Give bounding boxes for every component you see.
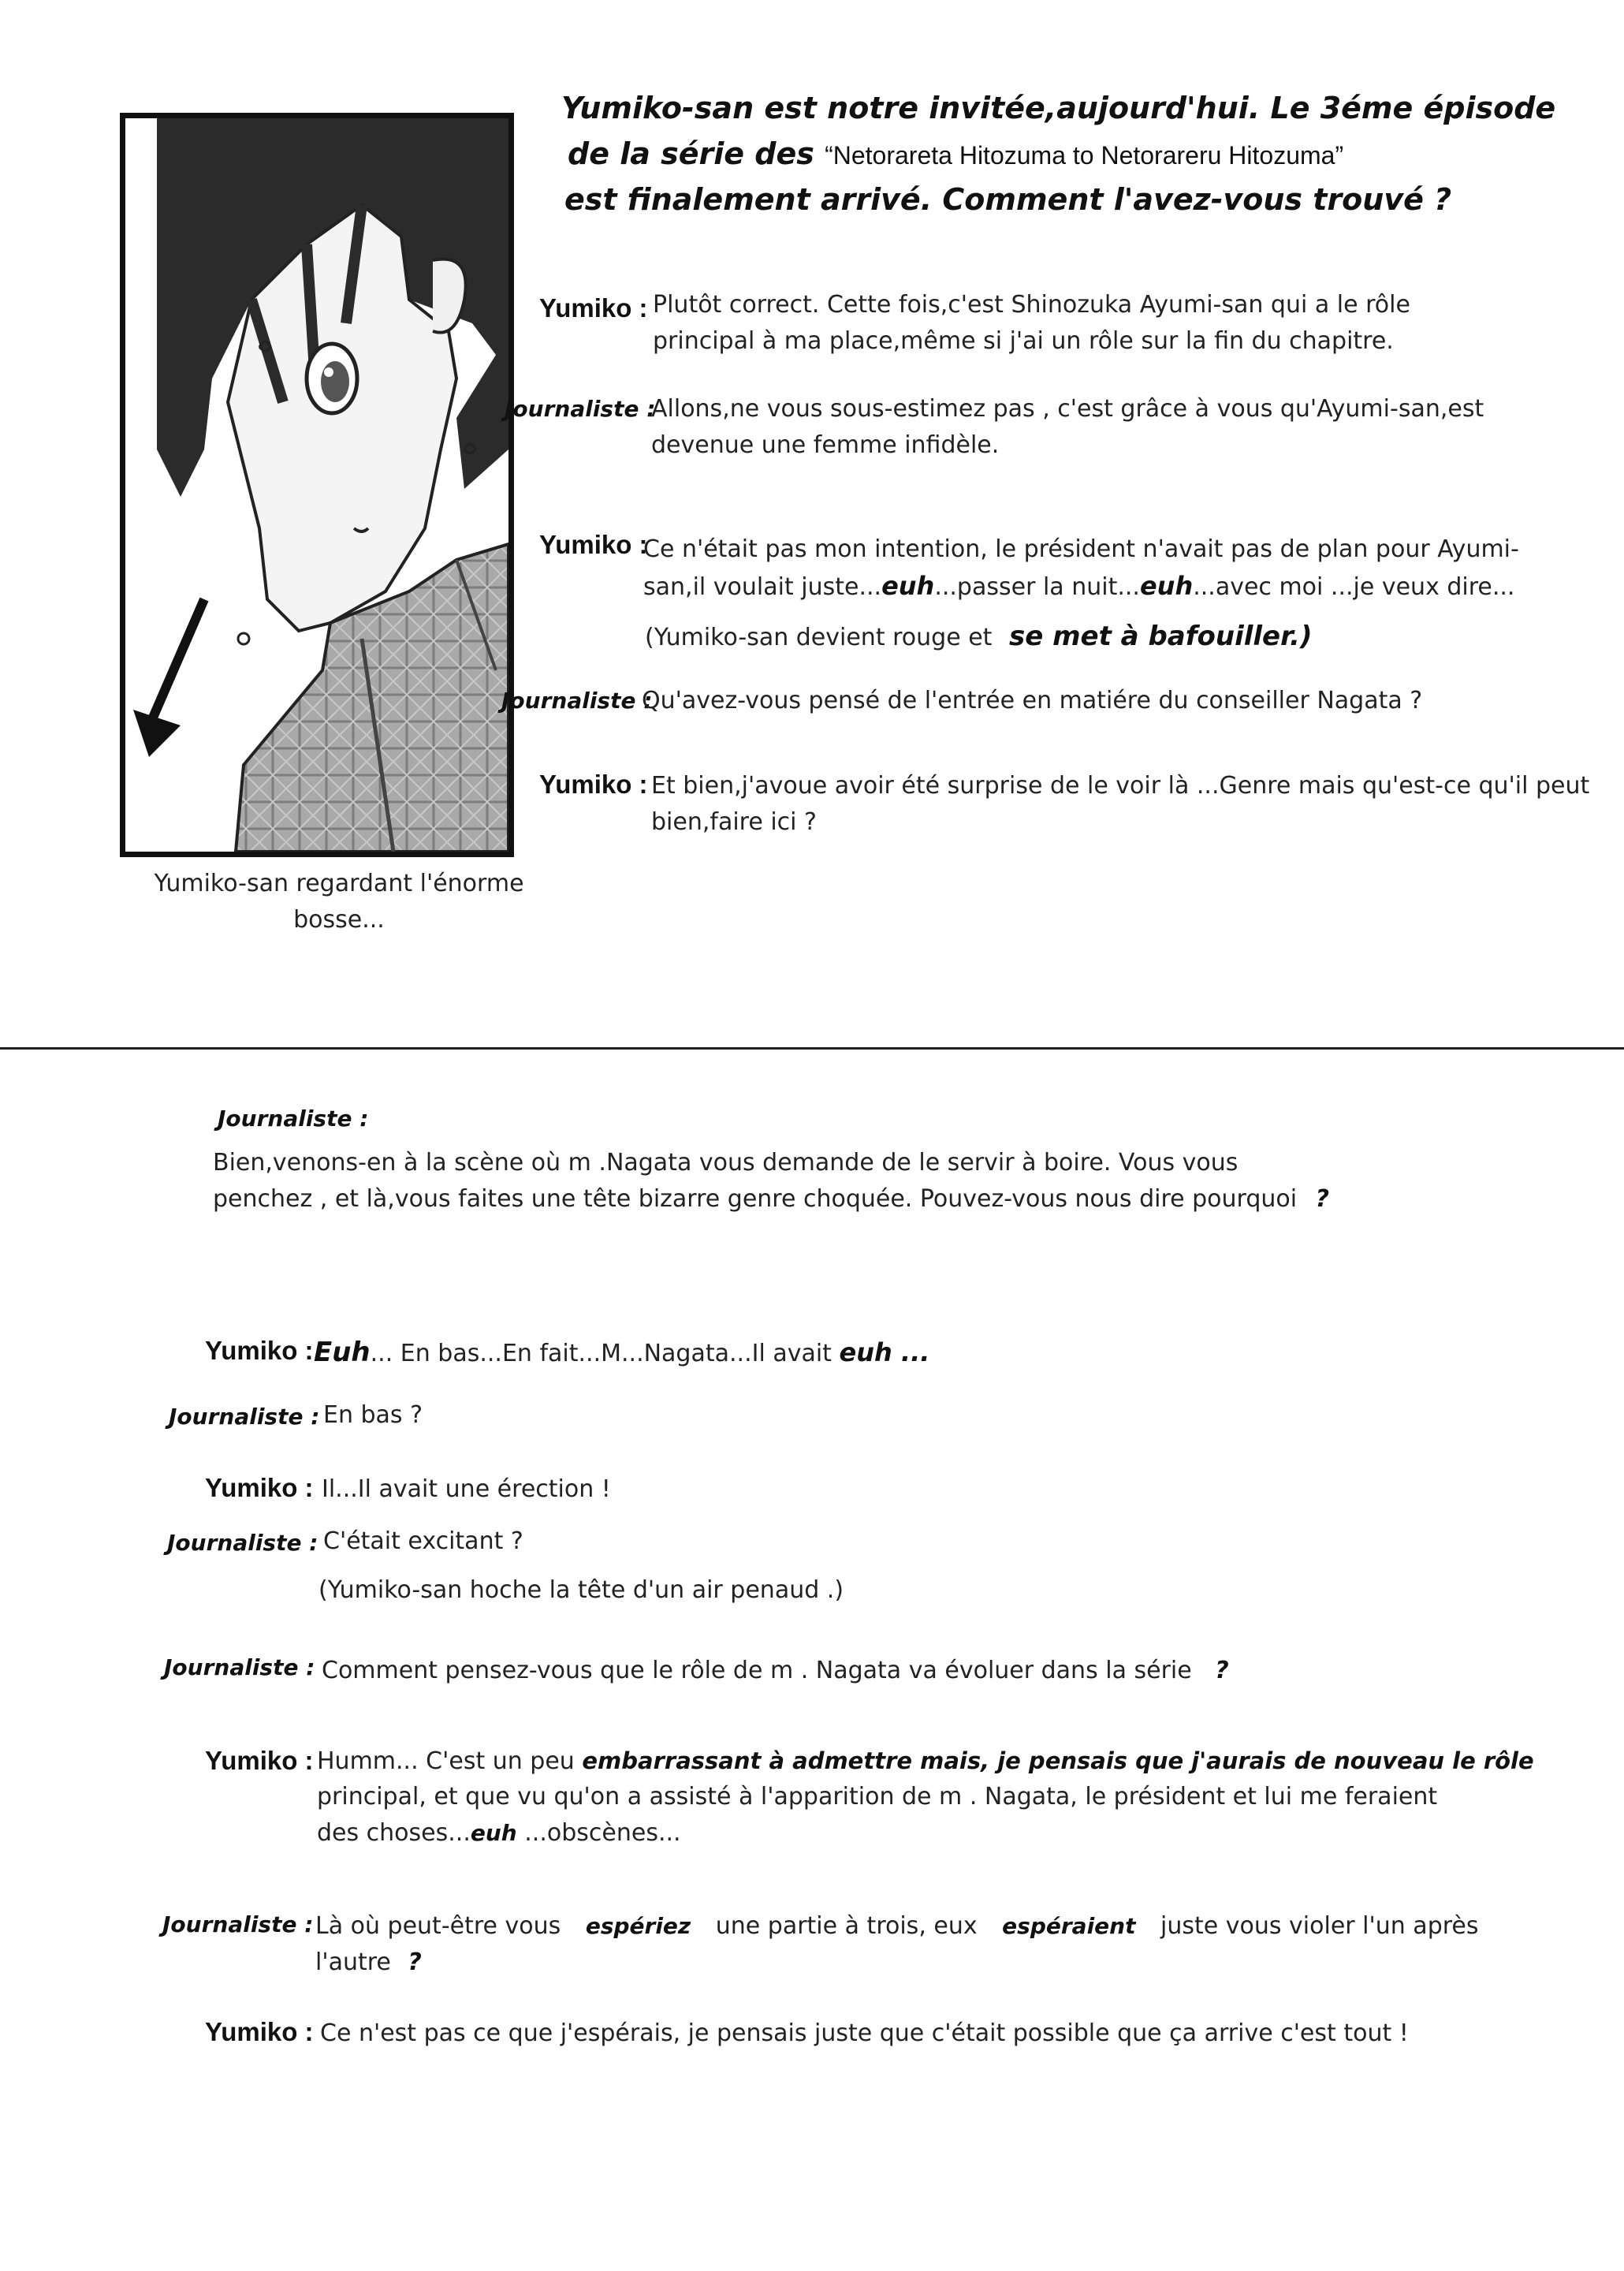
text-span: des choses... bbox=[317, 1819, 471, 1847]
section-divider bbox=[0, 1047, 1624, 1050]
emphasis: ? bbox=[1315, 1185, 1330, 1213]
stage-direction bbox=[645, 618, 1607, 656]
text-span: san,il voulait juste... bbox=[643, 573, 882, 601]
text-span: (Yumiko-san devient rouge et bbox=[645, 624, 993, 651]
panel-caption bbox=[142, 866, 536, 938]
text-span: l'autre bbox=[315, 1948, 391, 1976]
speaker-label: Yumiko : bbox=[539, 293, 648, 323]
intro-line2-a: de la série des bbox=[568, 136, 814, 171]
dialogue-line bbox=[317, 1815, 1578, 1851]
dialogue-line bbox=[643, 568, 1605, 606]
dialogue-line: principal, et que vu qu'on a assisté à l'apparition de m . Nagata, le président et lui me feraient bbox=[317, 1783, 1438, 1810]
dialogue-line bbox=[213, 1181, 1474, 1218]
stage-direction: (Yumiko-san hoche la tête d'un air penaud .) bbox=[318, 1576, 844, 1604]
text-span: Comment pensez-vous que le rôle de m . Nagata va évoluer dans la série bbox=[322, 1657, 1192, 1684]
emphasis: euh bbox=[1139, 571, 1194, 601]
yumiko-illustration bbox=[125, 118, 508, 852]
emphasis: euh ... bbox=[839, 1337, 930, 1367]
speaker-label: Yumiko : bbox=[539, 530, 648, 559]
emphasis: euh bbox=[470, 1820, 517, 1846]
panel-caption-line1: Yumiko-san regardant l'énorme bbox=[154, 870, 524, 897]
speaker-label: Journaliste : bbox=[505, 396, 656, 422]
speaker-label: Journaliste : bbox=[164, 1654, 315, 1680]
dialogue-line: principal à ma place,même si j'ai un rôle sur la fin du chapitre. bbox=[653, 327, 1394, 355]
speaker-label: Yumiko : bbox=[205, 1746, 314, 1775]
speaker-label: Yumiko : bbox=[205, 1336, 314, 1365]
intro-line2 bbox=[568, 131, 1592, 178]
manga-panel bbox=[120, 113, 514, 857]
dialogue-line: C'était excitant ? bbox=[323, 1527, 523, 1555]
dialogue-line: Allons,ne vous sous-estimez pas , c'est grâce à vous qu'Ayumi-san,est bbox=[651, 395, 1484, 423]
emphasis: ? bbox=[1215, 1657, 1229, 1684]
speaker-label: Yumiko : bbox=[205, 1473, 314, 1502]
dialogue-line bbox=[315, 1908, 1608, 1945]
dialogue-line: Bien,venons-en à la scène où m .Nagata vous demande de le servir à boire. Vous vous bbox=[213, 1149, 1238, 1177]
dialogue-line bbox=[314, 1334, 1417, 1372]
dialogue-line: Ce n'est pas ce que j'espérais, je pensais juste que c'était possible que ça arrive c'est tout ! bbox=[320, 2019, 1409, 2047]
text-span: ...passer la nuit... bbox=[934, 573, 1140, 601]
speaker-label: Journaliste : bbox=[218, 1106, 369, 1132]
emphasis: se met à bafouiller.) bbox=[1008, 621, 1313, 652]
emphasis: embarrassant à admettre mais, je pensais que j'aurais de nouveau le rôle bbox=[582, 1747, 1534, 1774]
dialogue-line: Plutôt correct. Cette fois,c'est Shinozuka Ayumi-san qui a le rôle bbox=[653, 291, 1410, 319]
intro-line1: Yumiko-san est notre invitée,aujourd'hui. Le 3éme épisode bbox=[561, 91, 1556, 125]
emphasis: espériez bbox=[585, 1913, 691, 1939]
dialogue-line bbox=[315, 1945, 1577, 1981]
dialogue-line bbox=[317, 1743, 1578, 1780]
speaker-label: Journaliste : bbox=[501, 688, 653, 714]
text-span: une partie à trois, eux bbox=[715, 1912, 978, 1940]
intro-line3: est finalement arrivé. Comment l'avez-vous trouvé ? bbox=[564, 182, 1452, 217]
text-span: juste vous violer l'un après bbox=[1160, 1912, 1479, 1940]
emphasis: ? bbox=[408, 1948, 422, 1976]
emphasis: euh bbox=[881, 571, 935, 601]
dialogue-line: Ce n'était pas mon intention, le président n'avait pas de plan pour Ayumi- bbox=[643, 535, 1519, 563]
dialogue-line: Et bien,j'avoue avoir été surprise de le voir là ...Genre mais qu'est-ce qu'il peut bbox=[651, 772, 1590, 800]
text-span: penchez , et là,vous faites une tête bizarre genre choquée. Pouvez-vous nous dire pourquoi bbox=[213, 1185, 1298, 1213]
intro-series-title: “Netorareta Hitozuma to Netorareru Hitozuma” bbox=[825, 141, 1344, 170]
text-span: Là où peut-être vous bbox=[315, 1912, 561, 1940]
panel-caption-line2: bosse... bbox=[293, 906, 385, 934]
dialogue-line bbox=[322, 1653, 1504, 1689]
text-span: ...avec moi ...je veux dire... bbox=[1193, 573, 1515, 601]
emphasis: Euh bbox=[314, 1337, 371, 1368]
speaker-label: Journaliste : bbox=[169, 1404, 320, 1430]
speaker-label: Journaliste : bbox=[162, 1911, 314, 1937]
dialogue-line: Qu'avez-vous pensé de l'entrée en matiére du conseiller Nagata ? bbox=[642, 687, 1423, 714]
emphasis: espéraient bbox=[1002, 1913, 1136, 1939]
dialogue-line: En bas ? bbox=[323, 1401, 423, 1429]
speaker-label: Journaliste : bbox=[167, 1530, 318, 1556]
dialogue-line: Il...Il avait une érection ! bbox=[322, 1475, 611, 1503]
text-span: ...obscènes... bbox=[524, 1819, 681, 1847]
dialogue-line: devenue une femme infidèle. bbox=[651, 431, 1000, 459]
arrow-icon bbox=[153, 599, 204, 718]
dialogue-line: bien,faire ici ? bbox=[651, 808, 817, 836]
text-span: ... En bas...En fait...M...Nagata...Il avait bbox=[370, 1340, 832, 1367]
speaker-label: Yumiko : bbox=[539, 770, 648, 799]
speaker-label: Yumiko : bbox=[205, 2017, 314, 2046]
text-span: Humm... C'est un peu bbox=[317, 1747, 575, 1775]
